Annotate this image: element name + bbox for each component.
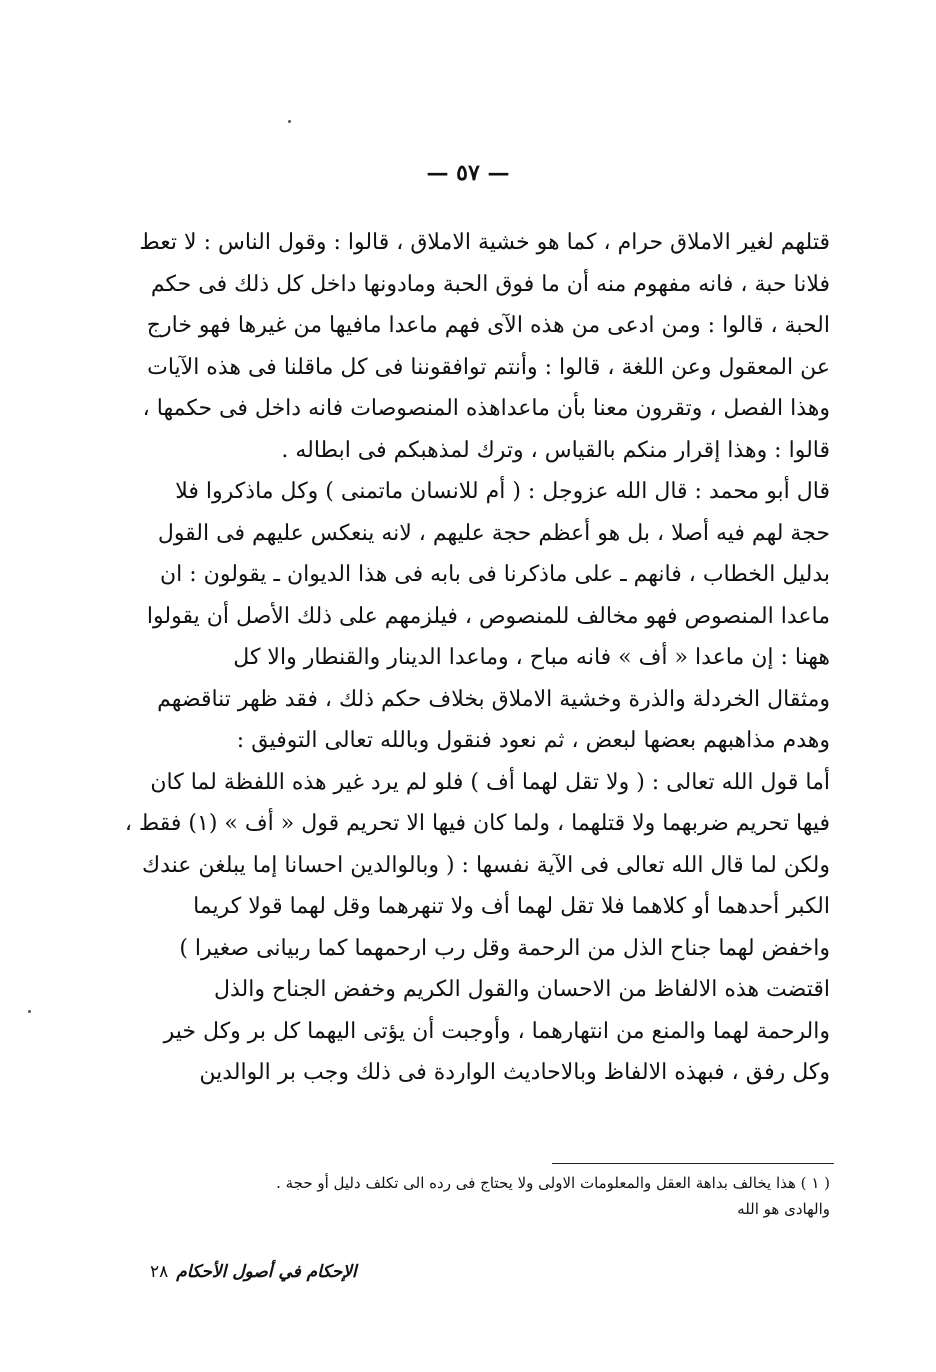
text-line: الحبة ، قالوا : ومن ادعى من هذه الآى فهم ماعدا مافيها من غيرها فهو خارج: [146, 313, 830, 338]
text-line: الكبر أحدهما أو كلاهما فلا تقل لهما أف ولا تنهرهما وقل لهما قولا كريما: [193, 894, 830, 919]
text-line: واخفض لهما جناح الذل من الرحمة وقل رب ارحمهما كما ربيانى صغيرا ): [179, 935, 830, 961]
running-footer: [150, 1262, 357, 1282]
text-line: عن المعقول وعن اللغة ، قالوا : وأنتم توافقوننا فى كل ماقلنا فى هذه الآيات: [147, 354, 830, 380]
main-text: [124, 222, 830, 1094]
text-line: ماعدا المنصوص فهو مخالف للمنصوص ، فيلزمهم على ذلك الأصل أن يقولوا: [146, 603, 830, 629]
text-line: قالوا : وهذا إقرار منكم بالقياس ، وترك لمذهبكم فى ابطاله .: [281, 437, 830, 463]
text-line: قال أبو محمد : قال الله عزوجل : ( أم للانسان ماتمنى ) وكل ماذكروا فلا: [175, 479, 830, 504]
book-title: الإحكام في أصول الأحكام: [176, 1262, 357, 1282]
text-line: وكل رفق ، فبهذه الالفاظ وبالاحاديث الواردة فى ذلك وجب بر الوالدين: [199, 1060, 830, 1085]
footnote: [150, 1170, 830, 1222]
text-line: فيها تحريم ضربهما ولا قتلهما ، ولما كان فيها الا تحريم قول « أف » (١) فقط ،: [124, 811, 830, 836]
signature-number: ٢٨: [150, 1262, 169, 1282]
page-number: — ٥٧ —: [426, 160, 510, 186]
text-line: وهذا الفصل ، وتقرون معنا بأن ماعداهذه المنصوصات فانه داخل فى حكمها ،: [142, 396, 830, 421]
text-line: ههنا : إن ماعدا « أف » فانه مباح ، وماعدا الدينار والقنطار والا كل: [233, 645, 830, 670]
text-line: قتلهم لغير الاملاق حرام ، كما هو خشية الاملاق ، قالوا : وقول الناس : لا تعط: [139, 230, 830, 255]
footnote-rule: [552, 1163, 834, 1164]
text-line: فلانا حبة ، فانه مفهوم منه أن ما فوق الحبة ومادونها داخل كل ذلك فى حكم: [150, 271, 830, 297]
text-line: والرحمة لهما والمنع من انتهارهما ، وأوجبت أن يؤتى اليهما كل بر وكل خير: [163, 1018, 830, 1044]
scan-speck: [28, 1010, 31, 1013]
text-line: أما قول الله تعالى : ( ولا تقل لهما أف ) فلو لم يرد غير هذه اللفظة لما كان: [150, 769, 830, 795]
footnote-line: ( ١ ) هذا يخالف بداهة العقل والمعلومات الاولى ولا يحتاج فى رده الى تكلف دليل أو حجة .: [276, 1174, 830, 1192]
text-line: ومثقال الخردلة والذرة وخشية الاملاق بخلاف حكم ذلك ، فقد ظهر تناقضهم: [157, 686, 830, 712]
text-line: اقتضت هذه الالفاظ من الاحسان والقول الكريم وخفض الجناح والذل: [214, 977, 830, 1002]
text-line: بدليل الخطاب ، فانهم ـ على ماذكرنا فى بابه فى هذا الديوان ـ يقولون : ان: [160, 562, 830, 587]
text-line: ولكن لما قال الله تعالى فى الآية نفسها : ( وبالوالدين احسانا إما يبلغن عندك: [141, 852, 830, 878]
footnote-line: والهادى هو الله: [737, 1200, 830, 1218]
text-line: حجة لهم فيه أصلا ، بل هو أعظم حجة عليهم ، لانه ينعكس عليهم فى القول: [157, 520, 830, 546]
scan-speck: [288, 120, 291, 123]
text-line: وهدم مذاهبهم بعضها لبعض ، ثم نعود فنقول وبالله تعالى التوفيق :: [236, 728, 830, 753]
